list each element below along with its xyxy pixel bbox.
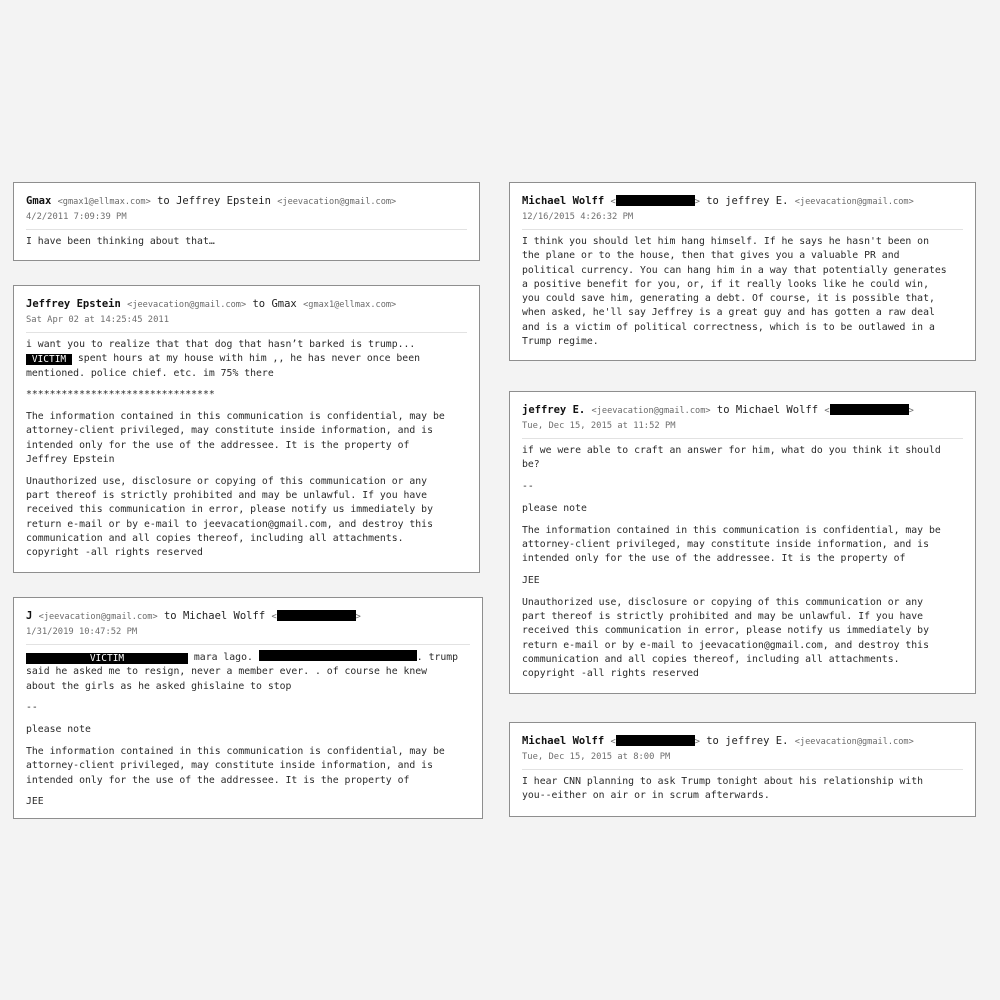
email-date: Tue, Dec 15, 2015 at 11:52 PM bbox=[522, 421, 676, 431]
redaction-bar bbox=[277, 610, 356, 621]
sender-name: Michael Wolff bbox=[522, 735, 605, 747]
header-divider bbox=[522, 438, 963, 439]
recipient-name: Michael Wolff bbox=[182, 610, 266, 622]
body-text: mara lago. bbox=[188, 652, 259, 663]
email-header bbox=[522, 403, 963, 418]
email-date: 1/31/2019 10:47:52 PM bbox=[26, 627, 138, 637]
body-paragraph: I hear CNN planning to ask Trump tonight about his relationship with you--either on air or in scrum afterwards. bbox=[522, 776, 924, 802]
sender-email-open: < bbox=[610, 197, 616, 207]
to-word: to bbox=[706, 195, 719, 207]
body-line: mentioned. police chief. etc. im 75% there bbox=[26, 367, 274, 379]
header-divider bbox=[26, 332, 467, 333]
sender-email-open: < bbox=[610, 737, 616, 747]
email-card-gmax-to-epstein bbox=[13, 182, 480, 261]
email-header bbox=[26, 194, 467, 209]
recipient-email: <jeevacation@gmail.com> bbox=[277, 197, 397, 207]
email-header bbox=[522, 194, 963, 209]
confidentiality-notice: The information contained in this communication is confidential, may be attorney-client privileged, may constitute inside information, and is intended only for the use of the addressee. It is the property of bbox=[26, 745, 445, 786]
email-card-wolff-to-jeffrey-dec15 bbox=[509, 722, 976, 817]
sender-email-close: > bbox=[694, 737, 700, 747]
redaction-victim-label: VICTIM bbox=[26, 653, 188, 664]
email-body bbox=[26, 235, 467, 249]
email-card-j-to-wolff bbox=[13, 597, 483, 819]
recipient-email-close: > bbox=[908, 406, 914, 416]
recipient-email: <gmax1@ellmax.com> bbox=[303, 300, 397, 310]
confidentiality-notice: The information contained in this communication is confidential, may be attorney-client privileged, may constitute inside information, and is intended only for the use of the addressee. It is the property of Jeffrey Epstein bbox=[26, 411, 445, 466]
recipient-email-open: < bbox=[824, 406, 830, 416]
to-word: to bbox=[252, 298, 266, 310]
sender-name: Michael Wolff bbox=[522, 195, 605, 207]
signature: JEE bbox=[26, 796, 44, 808]
redaction-bar bbox=[259, 650, 417, 661]
recipient-email-open: < bbox=[271, 612, 277, 622]
signature: JEE bbox=[522, 575, 540, 587]
email-body bbox=[26, 650, 470, 810]
header-divider bbox=[522, 229, 963, 230]
to-word: to bbox=[706, 735, 719, 747]
to-word: to bbox=[163, 610, 177, 622]
email-body bbox=[522, 444, 963, 682]
email-header bbox=[26, 297, 467, 312]
body-line: about the girls as he asked ghislaine to stop bbox=[26, 680, 292, 692]
body-paragraph: if we were able to craft an answer for him, what do you think it should be? bbox=[522, 445, 941, 471]
sender-email: <jeevacation@gmail.com> bbox=[591, 406, 711, 416]
email-date: 4/2/2011 7:09:39 PM bbox=[26, 212, 127, 222]
to-word: to bbox=[716, 404, 730, 416]
recipient-name: jeffrey E. bbox=[725, 735, 789, 747]
signature-dashes: -- bbox=[522, 481, 534, 493]
please-note: please note bbox=[26, 724, 91, 736]
body-paragraph bbox=[26, 650, 470, 694]
email-date: Tue, Dec 15, 2015 at 8:00 PM bbox=[522, 752, 671, 762]
email-header bbox=[522, 734, 963, 749]
sender-email: <jeevacation@gmail.com> bbox=[127, 300, 247, 310]
to-word: to bbox=[157, 195, 170, 207]
recipient-name: Michael Wolff bbox=[735, 404, 819, 416]
separator-stars: ******************************** bbox=[26, 389, 215, 401]
body-line: spent hours at my house with him ,, he has never once been bbox=[72, 353, 420, 365]
sender-name: Jeffrey Epstein bbox=[26, 298, 121, 310]
email-card-jeffrey-to-wolff bbox=[509, 391, 976, 694]
body-paragraph: I think you should let him hang himself. If he says he hasn't been on the plane or to the house, then that gives you a valuable PR and political currency. You can hang him in a way that potentially generates a positive benefit for you, or, if it really looks like he could win, you could save him, generating a debt. Of course, it is possible that, when asked, he'll say Jeffrey is a great guy and has gotten a raw deal and is a victim of political correctness, which is to be outlawed in a Trump regime. bbox=[522, 236, 947, 348]
header-divider bbox=[26, 644, 470, 645]
recipient-email-close: > bbox=[355, 612, 361, 622]
recipient-name: Gmax bbox=[271, 298, 297, 310]
email-body bbox=[522, 235, 963, 349]
recipient-name: Jeffrey Epstein bbox=[176, 195, 271, 207]
sender-email-close: > bbox=[694, 197, 700, 207]
confidentiality-notice: The information contained in this communication is confidential, may be attorney-client privileged, may constitute inside information, and is intended only for the use of the addressee. It is the property of bbox=[522, 524, 941, 565]
body-paragraph: I have been thinking about that… bbox=[26, 236, 215, 247]
sender-name: jeffrey E. bbox=[522, 404, 586, 416]
redaction-victim-label: VICTIM bbox=[26, 354, 72, 365]
redaction-bar bbox=[616, 195, 695, 206]
recipient-email: <jeevacation@gmail.com> bbox=[794, 197, 914, 207]
sender-email: <jeevacation@gmail.com> bbox=[38, 612, 158, 622]
email-header bbox=[26, 609, 470, 624]
email-body bbox=[522, 775, 963, 804]
body-line: i want you to realize that that dog that hasn’t barked is trump... bbox=[26, 339, 416, 350]
redaction-bar bbox=[616, 735, 695, 746]
please-note: please note bbox=[522, 502, 587, 514]
unauthorized-use-notice: Unauthorized use, disclosure or copying of this communication or any part thereof is strictly prohibited and may be unlawful. If you have received this communication in error, please notify us immediately by return e-mail or by e-mail to jeevacation@gmail.com, and destroy this communication and all copies thereof, including all attachments. copyright -all rights reserved bbox=[522, 596, 929, 680]
recipient-name: jeffrey E. bbox=[725, 195, 789, 207]
email-date: 12/16/2015 4:26:32 PM bbox=[522, 212, 634, 222]
redaction-bar bbox=[830, 404, 909, 415]
unauthorized-use-notice: Unauthorized use, disclosure or copying of this communication or any part thereof is strictly prohibited and may be unlawful. If you have received this communication in error, please notify us immediately by return e-mail or by e-mail to jeevacation@gmail.com, and destroy this communication and all copies thereof, including all attachments. copyright -all rights reserved bbox=[26, 475, 433, 559]
email-body bbox=[26, 338, 467, 561]
sender-name: J bbox=[26, 610, 33, 622]
body-line: said he asked me to resign, never a member ever. . of course he knew bbox=[26, 666, 428, 678]
email-card-epstein-to-gmax bbox=[13, 285, 480, 573]
body-text: . trump bbox=[416, 652, 459, 663]
header-divider bbox=[522, 769, 963, 770]
sender-email: <gmax1@ellmax.com> bbox=[57, 197, 151, 207]
signature-dashes: -- bbox=[26, 702, 38, 714]
recipient-email: <jeevacation@gmail.com> bbox=[794, 737, 914, 747]
body-paragraph bbox=[26, 338, 467, 381]
email-card-wolff-to-jeffrey-dec16 bbox=[509, 182, 976, 361]
sender-name: Gmax bbox=[26, 195, 52, 207]
email-date: Sat Apr 02 at 14:25:45 2011 bbox=[26, 315, 169, 325]
header-divider bbox=[26, 229, 467, 230]
